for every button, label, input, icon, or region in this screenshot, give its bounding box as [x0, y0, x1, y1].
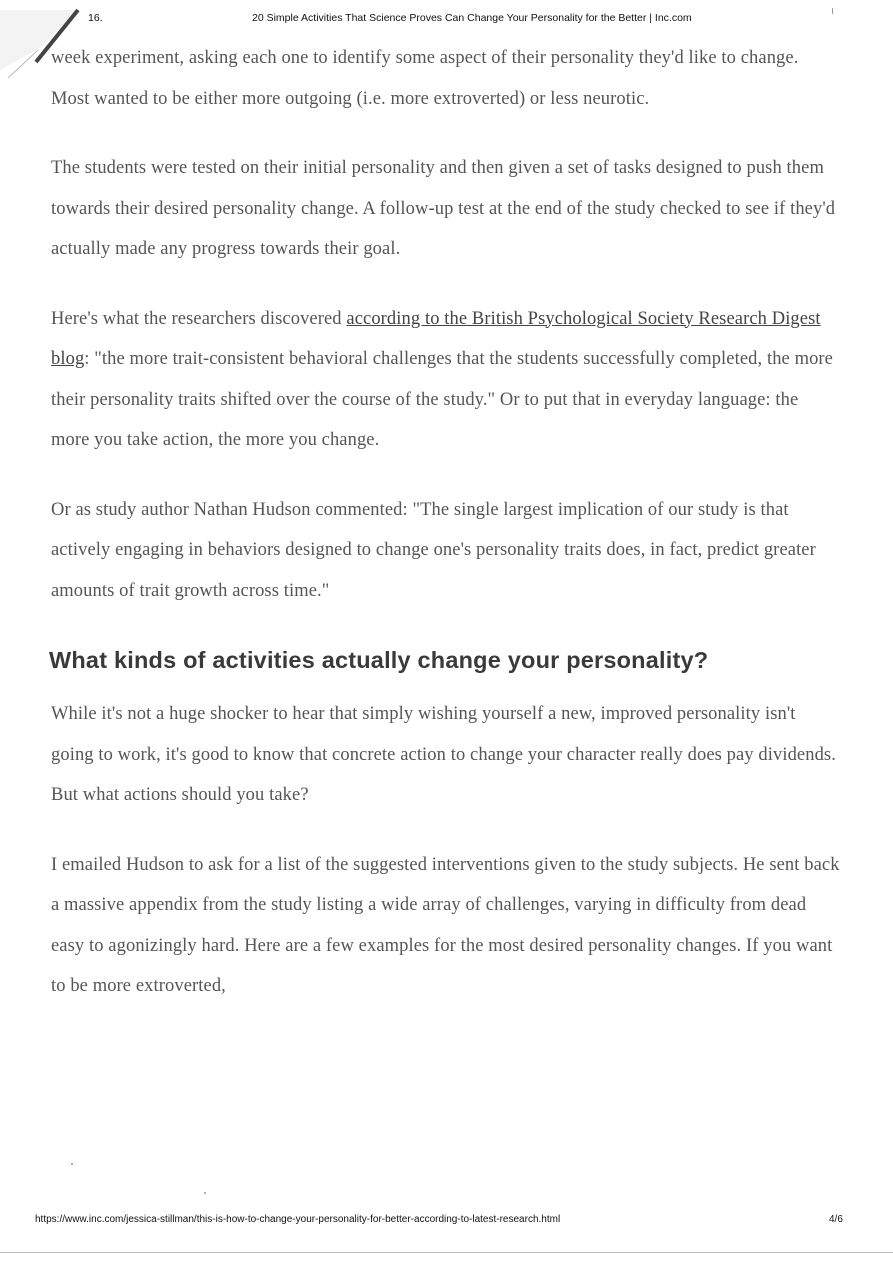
- findings-quote-text: : "the more trait-consistent behavioral challenges that the students successfully completed, the more their personality traits shifted over the course of the study." Or to put that in everyday language: the more you take action, the more you change.: [51, 349, 833, 450]
- paragraph-study-method: The students were tested on their initial personality and then given a set of tasks designed to push them towards their desired personality change. A follow-up test at the end of the study checked to see if they'd actually made any progress towards their goal.: [51, 158, 836, 259]
- research-digest-link[interactable]: according to the British Psychological Society Research Digest blog: [51, 308, 821, 369]
- print-date: 16.: [88, 12, 103, 24]
- print-page-title: 20 Simple Activities That Science Proves Can Change Your Personality for the Better | Inc.com: [252, 12, 692, 24]
- scan-speck: [832, 8, 833, 14]
- paragraph-appendix: I emailed Hudson to ask for a list of the suggested interventions given to the study subjects. He sent back a massive appendix from the study listing a wide array of challenges, varying in difficulty from dead easy to agonizingly hard. Here are a few examples for the most desired personality changes. If you want to be more extroverted,: [51, 854, 840, 996]
- article-body: [51, 38, 841, 1036]
- scan-bottom-edge: [0, 1252, 893, 1253]
- paragraph-intro-continued: week experiment, asking each one to identify some aspect of their personality they'd like to change. Most wanted to be either more outgoing (i.e. more extroverted) or less neurotic.: [51, 48, 799, 109]
- print-footer: [0, 1214, 893, 1230]
- findings-lead-text: Here's what the researchers discovered: [51, 308, 347, 329]
- print-header: [0, 12, 893, 28]
- paragraph-findings: [51, 299, 841, 461]
- page-number: 4/6: [829, 1214, 843, 1225]
- section-heading: What kinds of activities actually change your personality?: [49, 647, 709, 673]
- paragraph-hudson-quote: Or as study author Nathan Hudson commented: "The single largest implication of our study is that actively engaging in behaviors designed to change one's personality traits does, in fact, predict greater amounts of trait growth across time.": [51, 499, 816, 601]
- paragraph-actions-question: While it's not a huge shocker to hear that simply wishing yourself a new, improved personality isn't going to work, it's good to know that concrete action to change your character really does pay dividends. But what actions should you take?: [51, 704, 836, 805]
- scan-speck: [204, 1192, 206, 1194]
- scan-speck: [71, 1163, 73, 1165]
- print-url: https://www.inc.com/jessica-stillman/this-is-how-to-change-your-personality-for-better-according-to-latest-research.html: [35, 1214, 561, 1225]
